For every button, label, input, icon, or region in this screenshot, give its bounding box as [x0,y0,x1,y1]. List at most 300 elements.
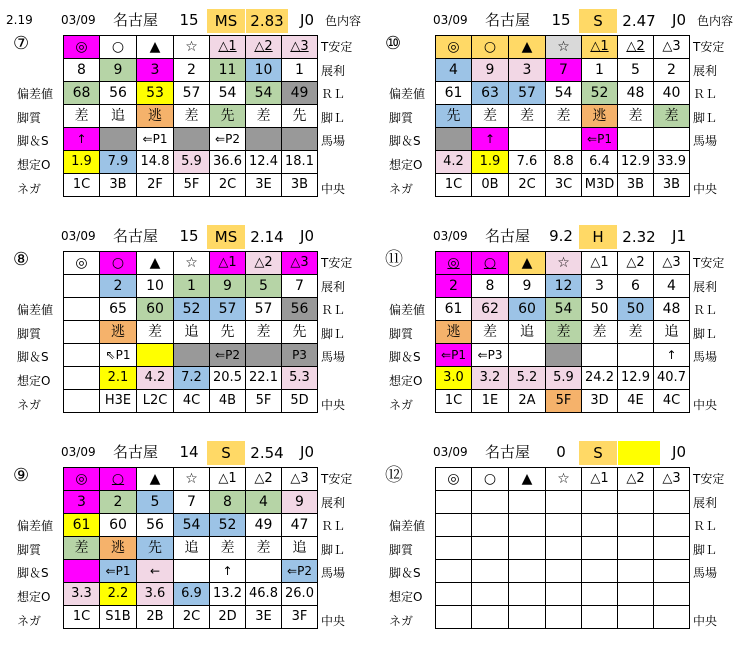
style-cell: 逃 [137,105,174,128]
mark-cell: △3 [654,252,690,275]
row-label: 脚質 [389,110,414,125]
position-cell [582,344,618,367]
style-cell [509,537,546,560]
position-cell [582,560,618,583]
tag-cell: 2C [509,174,546,197]
tag-cell: 1C [64,174,100,197]
position-cell [64,344,100,367]
position-cell: ↑ [210,560,246,583]
odds-cell [436,583,472,606]
odds-cell: 33.9 [654,151,690,174]
rating-cell: 57 [509,82,546,105]
index-value: 2.32 [622,228,656,246]
right-label: ＲＬ [321,519,346,534]
tag-cell: 2A [509,390,546,413]
row-label: 偏差値 [17,87,54,102]
tag-cell [509,606,546,629]
tag-cell: 3E [246,174,282,197]
right-label: 脚Ｌ [693,542,718,557]
horse-number-cell [509,491,546,514]
tag-cell: 2C [174,606,210,629]
style-cell: 追 [509,321,546,344]
odds-cell: 3.0 [436,367,472,390]
right-label: 脚Ｌ [693,110,718,125]
jockey-code: J1 [672,227,686,245]
right-label: 脚Ｌ [693,326,718,341]
style-cell: 先 [282,105,318,128]
horse-number-cell [546,491,582,514]
horse-number-cell [472,491,509,514]
row-label: 想定O [17,590,51,604]
horse-grid [63,467,318,629]
racecourse-name: 名古屋 [485,227,531,245]
panel-date: 03/09 [433,229,468,243]
index-value [618,441,660,465]
mark-cell: ○ [472,252,509,275]
position-cell [64,560,100,583]
horse-number-cell: 9 [100,59,137,82]
mark-cell: △1 [210,252,246,275]
position-cell [509,344,546,367]
tag-cell: 3F [282,606,318,629]
odds-cell: 20.5 [210,367,246,390]
mark-cell: ◎ [64,468,100,491]
horse-number-cell: 7 [282,275,318,298]
odds-cell: 1.9 [64,151,100,174]
rating-cell: 54 [546,82,582,105]
right-label: 展利 [693,63,718,78]
race-number: ⑧ [13,249,30,270]
panel-date: 03/09 [61,229,96,243]
corner-date: 2.19 [6,13,33,27]
rating-cell: 56 [100,82,137,105]
style-cell: 先 [137,537,174,560]
odds-cell: 3.3 [64,583,100,606]
jockey-code: J0 [672,11,686,29]
position-cell [246,128,282,151]
style-cell: 差 [618,105,654,128]
horse-number-cell: 4 [654,275,690,298]
mark-cell: ▲ [137,468,174,491]
racecourse-name: 名古屋 [113,11,159,29]
style-cell: 差 [472,321,509,344]
index-value: 2.14 [250,228,284,246]
style-cell: 差 [64,537,100,560]
mark-cell: △1 [210,36,246,59]
jockey-code: J0 [300,227,314,245]
horse-number-cell [64,275,100,298]
rating-cell [509,514,546,537]
horse-number-cell: 9 [472,59,509,82]
tag-cell: 5D [282,390,318,413]
tag-cell: 2F [137,174,174,197]
tag-cell: 1E [472,390,509,413]
mark-cell: ◎ [436,36,472,59]
mark-cell: ○ [472,468,509,491]
odds-cell: 2.2 [100,583,137,606]
tag-cell: 3B [282,174,318,197]
rating-cell: 56 [137,514,174,537]
position-cell: ↑ [654,344,690,367]
odds-cell: 5.2 [509,367,546,390]
rating-cell: 54 [210,82,246,105]
row-label: 偏差値 [389,303,426,318]
row-label: 想定O [389,374,423,388]
right-label: 展利 [321,279,346,294]
odds-cell: 4.2 [436,151,472,174]
style-cell: 逃 [100,537,137,560]
rating-cell: 57 [246,298,282,321]
row-label: 脚＆S [389,134,421,149]
horse-number-cell [582,491,618,514]
style-cell: 先 [210,105,246,128]
horse-number-cell: 2 [654,59,690,82]
tag-cell: 3E [246,606,282,629]
field-size: 9.2 [549,227,573,245]
mark-cell: △3 [282,36,318,59]
row-label: ネガ [17,613,42,628]
row-label: 偏差値 [389,519,426,534]
horse-grid [435,467,690,629]
horse-number-cell [618,491,654,514]
style-cell: 差 [546,105,582,128]
horse-number-cell: 8 [210,491,246,514]
tag-cell: 2B [137,606,174,629]
row-label: 脚質 [17,326,42,341]
style-cell: 先 [282,321,318,344]
horse-number-cell: 8 [64,59,100,82]
mark-cell: △1 [582,252,618,275]
position-cell [618,128,654,151]
horse-number-cell: 2 [174,59,210,82]
row-label: ネガ [17,181,42,196]
right-label: 馬場 [693,350,718,365]
odds-cell: 5.9 [546,367,582,390]
position-cell: ⇐P1 [582,128,618,151]
tag-cell [64,390,100,413]
style-cell: 差 [210,537,246,560]
horse-number-cell: 10 [246,59,282,82]
mark-cell: △2 [618,36,654,59]
odds-cell: 5.3 [282,367,318,390]
right-label: 展利 [321,63,346,78]
horse-number-cell: 11 [210,59,246,82]
style-cell [582,537,618,560]
tag-cell: 0B [472,174,509,197]
race-number: ⑩ [385,33,402,54]
style-cell: 逃 [100,321,137,344]
tag-cell: 2D [210,606,246,629]
horse-number-cell: 3 [509,59,546,82]
tag-cell: 3D [582,390,618,413]
position-cell [618,560,654,583]
horse-number-cell: 6 [618,275,654,298]
row-label: 偏差値 [389,87,426,102]
tag-cell [618,606,654,629]
position-cell: ⇐P2 [210,128,246,151]
right-label: T安定 [321,472,353,486]
mark-cell: △1 [210,468,246,491]
jockey-code: J0 [672,443,686,461]
horse-grid [63,35,318,197]
style-cell: 差 [64,105,100,128]
mark-cell: △2 [246,468,282,491]
tag-cell: 2C [210,174,246,197]
rating-cell: 61 [436,82,472,105]
right-label: 脚Ｌ [321,326,346,341]
position-cell [618,344,654,367]
mark-cell: ☆ [174,252,210,275]
mark-cell: ▲ [137,36,174,59]
horse-grid [63,251,318,413]
mark-cell: ▲ [509,468,546,491]
right-label: 展利 [693,279,718,294]
style-cell: 差 [246,105,282,128]
right-label: ＲＬ [693,303,718,318]
position-cell [546,560,582,583]
mark-cell: △1 [582,36,618,59]
horse-number-cell: 9 [509,275,546,298]
mark-cell: ▲ [509,252,546,275]
odds-cell: 24.2 [582,367,618,390]
tag-cell: 4E [618,390,654,413]
style-cell [618,537,654,560]
mark-cell: ☆ [546,252,582,275]
odds-cell: 12.9 [618,367,654,390]
horse-number-cell: 2 [100,275,137,298]
position-cell: ⇐P1 [436,344,472,367]
track-condition-badge: S [579,441,617,465]
position-cell: ⇐P2 [282,560,318,583]
horse-number-cell: 8 [472,275,509,298]
right-label: 馬場 [321,566,346,581]
rating-cell: 48 [654,298,690,321]
position-cell [174,128,210,151]
rating-cell: 47 [282,514,318,537]
right-label: T安定 [693,40,725,54]
horse-number-cell: 2 [100,491,137,514]
odds-cell: 40.7 [654,367,690,390]
field-size: 0 [556,443,566,461]
row-label: 脚＆S [389,566,421,581]
horse-number-cell: 3 [64,491,100,514]
tag-cell: 4C [174,390,210,413]
rating-cell: 60 [509,298,546,321]
mark-cell: △1 [582,468,618,491]
right-label: 中央 [693,613,718,628]
rating-cell: 49 [282,82,318,105]
odds-cell [654,583,690,606]
position-cell [174,560,210,583]
style-cell: 追 [100,105,137,128]
rating-cell: 49 [246,514,282,537]
odds-cell: 12.4 [246,151,282,174]
odds-cell: 1.9 [472,151,509,174]
rating-cell: 48 [618,82,654,105]
tag-cell [582,606,618,629]
tag-cell: L2C [137,390,174,413]
mark-cell: △2 [246,252,282,275]
style-cell: 差 [137,321,174,344]
position-cell [654,560,690,583]
horse-number-cell: 12 [546,275,582,298]
style-cell: 差 [174,105,210,128]
tag-cell [472,606,509,629]
position-cell [546,128,582,151]
style-cell: 差 [654,105,690,128]
rating-cell: 61 [64,514,100,537]
horse-number-cell: 1 [582,59,618,82]
right-label: ＲＬ [693,87,718,102]
right-label: T安定 [321,256,353,270]
right-label: 展利 [321,495,346,510]
position-cell [509,128,546,151]
odds-cell: 12.9 [618,151,654,174]
panel-date: 03/09 [433,13,468,27]
horse-number-cell: 5 [618,59,654,82]
odds-cell: 3.2 [472,367,509,390]
tag-cell: 5F [546,390,582,413]
right-label: 馬場 [693,566,718,581]
rating-cell: 50 [618,298,654,321]
odds-cell [582,583,618,606]
right-label: ＲＬ [321,87,346,102]
right-label: 中央 [321,181,346,196]
mark-cell: ◎ [436,468,472,491]
right-label: 展利 [693,495,718,510]
rating-cell [546,514,582,537]
rating-cell: 60 [137,298,174,321]
rating-cell [618,514,654,537]
horse-number-cell: 7 [546,59,582,82]
mark-cell: ▲ [509,36,546,59]
racecourse-name: 名古屋 [113,227,159,245]
tag-cell: 4B [210,390,246,413]
right-label: 馬場 [321,134,346,149]
row-label: 想定O [389,158,423,172]
field-size: 15 [179,227,199,245]
row-label: 偏差値 [17,519,54,534]
tag-cell [436,606,472,629]
position-cell: ⇐P1 [137,128,174,151]
rating-cell [582,514,618,537]
mark-cell: △3 [654,468,690,491]
style-cell: 差 [246,537,282,560]
horse-number-cell: 1 [174,275,210,298]
rating-cell: 52 [174,298,210,321]
racecourse-name: 名古屋 [485,11,531,29]
rating-cell: 40 [654,82,690,105]
race-number: ⑪ [385,249,403,270]
style-cell: 差 [618,321,654,344]
style-cell: 差 [509,105,546,128]
rating-cell: 57 [210,298,246,321]
odds-cell: 5.9 [174,151,210,174]
field-size: 15 [179,11,199,29]
mark-cell: △2 [618,468,654,491]
mark-cell: △3 [282,468,318,491]
field-size: 15 [551,11,571,29]
position-cell [436,560,472,583]
mark-cell: ○ [472,36,509,59]
horse-number-cell: 5 [137,491,174,514]
row-label: 想定O [389,590,423,604]
style-cell [546,537,582,560]
mark-cell: △3 [282,252,318,275]
mark-cell: ○ [100,468,137,491]
track-condition-badge: MS [207,9,245,33]
style-cell [64,321,100,344]
horse-number-cell [436,491,472,514]
odds-cell: 6.9 [174,583,210,606]
odds-cell: 6.4 [582,151,618,174]
position-cell [174,344,210,367]
rating-cell [64,298,100,321]
position-cell: P3 [282,344,318,367]
style-cell: 差 [472,105,509,128]
right-label: T安定 [321,40,353,54]
odds-cell: 13.2 [210,583,246,606]
horse-number-cell: 4 [436,59,472,82]
rating-cell: 63 [472,82,509,105]
right-label: 脚Ｌ [321,542,346,557]
race-number: ⑦ [13,33,30,54]
right-label: 中央 [321,613,346,628]
tag-cell: 1C [64,606,100,629]
horse-number-cell: 9 [282,491,318,514]
row-label: ネガ [389,181,414,196]
tag-cell: S1B [100,606,137,629]
horse-number-cell: 3 [582,275,618,298]
color-legend-label: 色内容 [697,14,733,28]
right-label: 中央 [693,181,718,196]
style-cell: 差 [246,321,282,344]
rating-cell: 52 [210,514,246,537]
racecourse-name: 名古屋 [485,443,531,461]
position-cell: ⇖P1 [100,344,137,367]
position-cell [246,344,282,367]
index-value: 2.83 [246,9,288,33]
odds-cell: 7.6 [509,151,546,174]
rating-cell [472,514,509,537]
right-label: T安定 [693,472,725,486]
mark-cell: ○ [100,36,137,59]
odds-cell: 18.1 [282,151,318,174]
track-condition-badge: MS [207,225,245,249]
style-cell: 差 [582,321,618,344]
style-cell: 追 [174,537,210,560]
rating-cell: 54 [546,298,582,321]
tag-cell: 3B [618,174,654,197]
tag-cell: 1C [436,174,472,197]
row-label: ネガ [17,397,42,412]
right-label: 中央 [321,397,346,412]
odds-cell: 7.9 [100,151,137,174]
mark-cell: △3 [654,36,690,59]
odds-cell: 36.6 [210,151,246,174]
position-cell [137,344,174,367]
horse-number-cell: 2 [436,275,472,298]
right-label: ＲＬ [693,519,718,534]
rating-cell: 60 [100,514,137,537]
panel-date: 03/09 [61,445,96,459]
tag-cell: 3B [654,174,690,197]
position-cell [654,128,690,151]
mark-cell: ▲ [137,252,174,275]
rating-cell: 54 [174,514,210,537]
rating-cell [654,514,690,537]
row-label: 脚＆S [17,566,49,581]
